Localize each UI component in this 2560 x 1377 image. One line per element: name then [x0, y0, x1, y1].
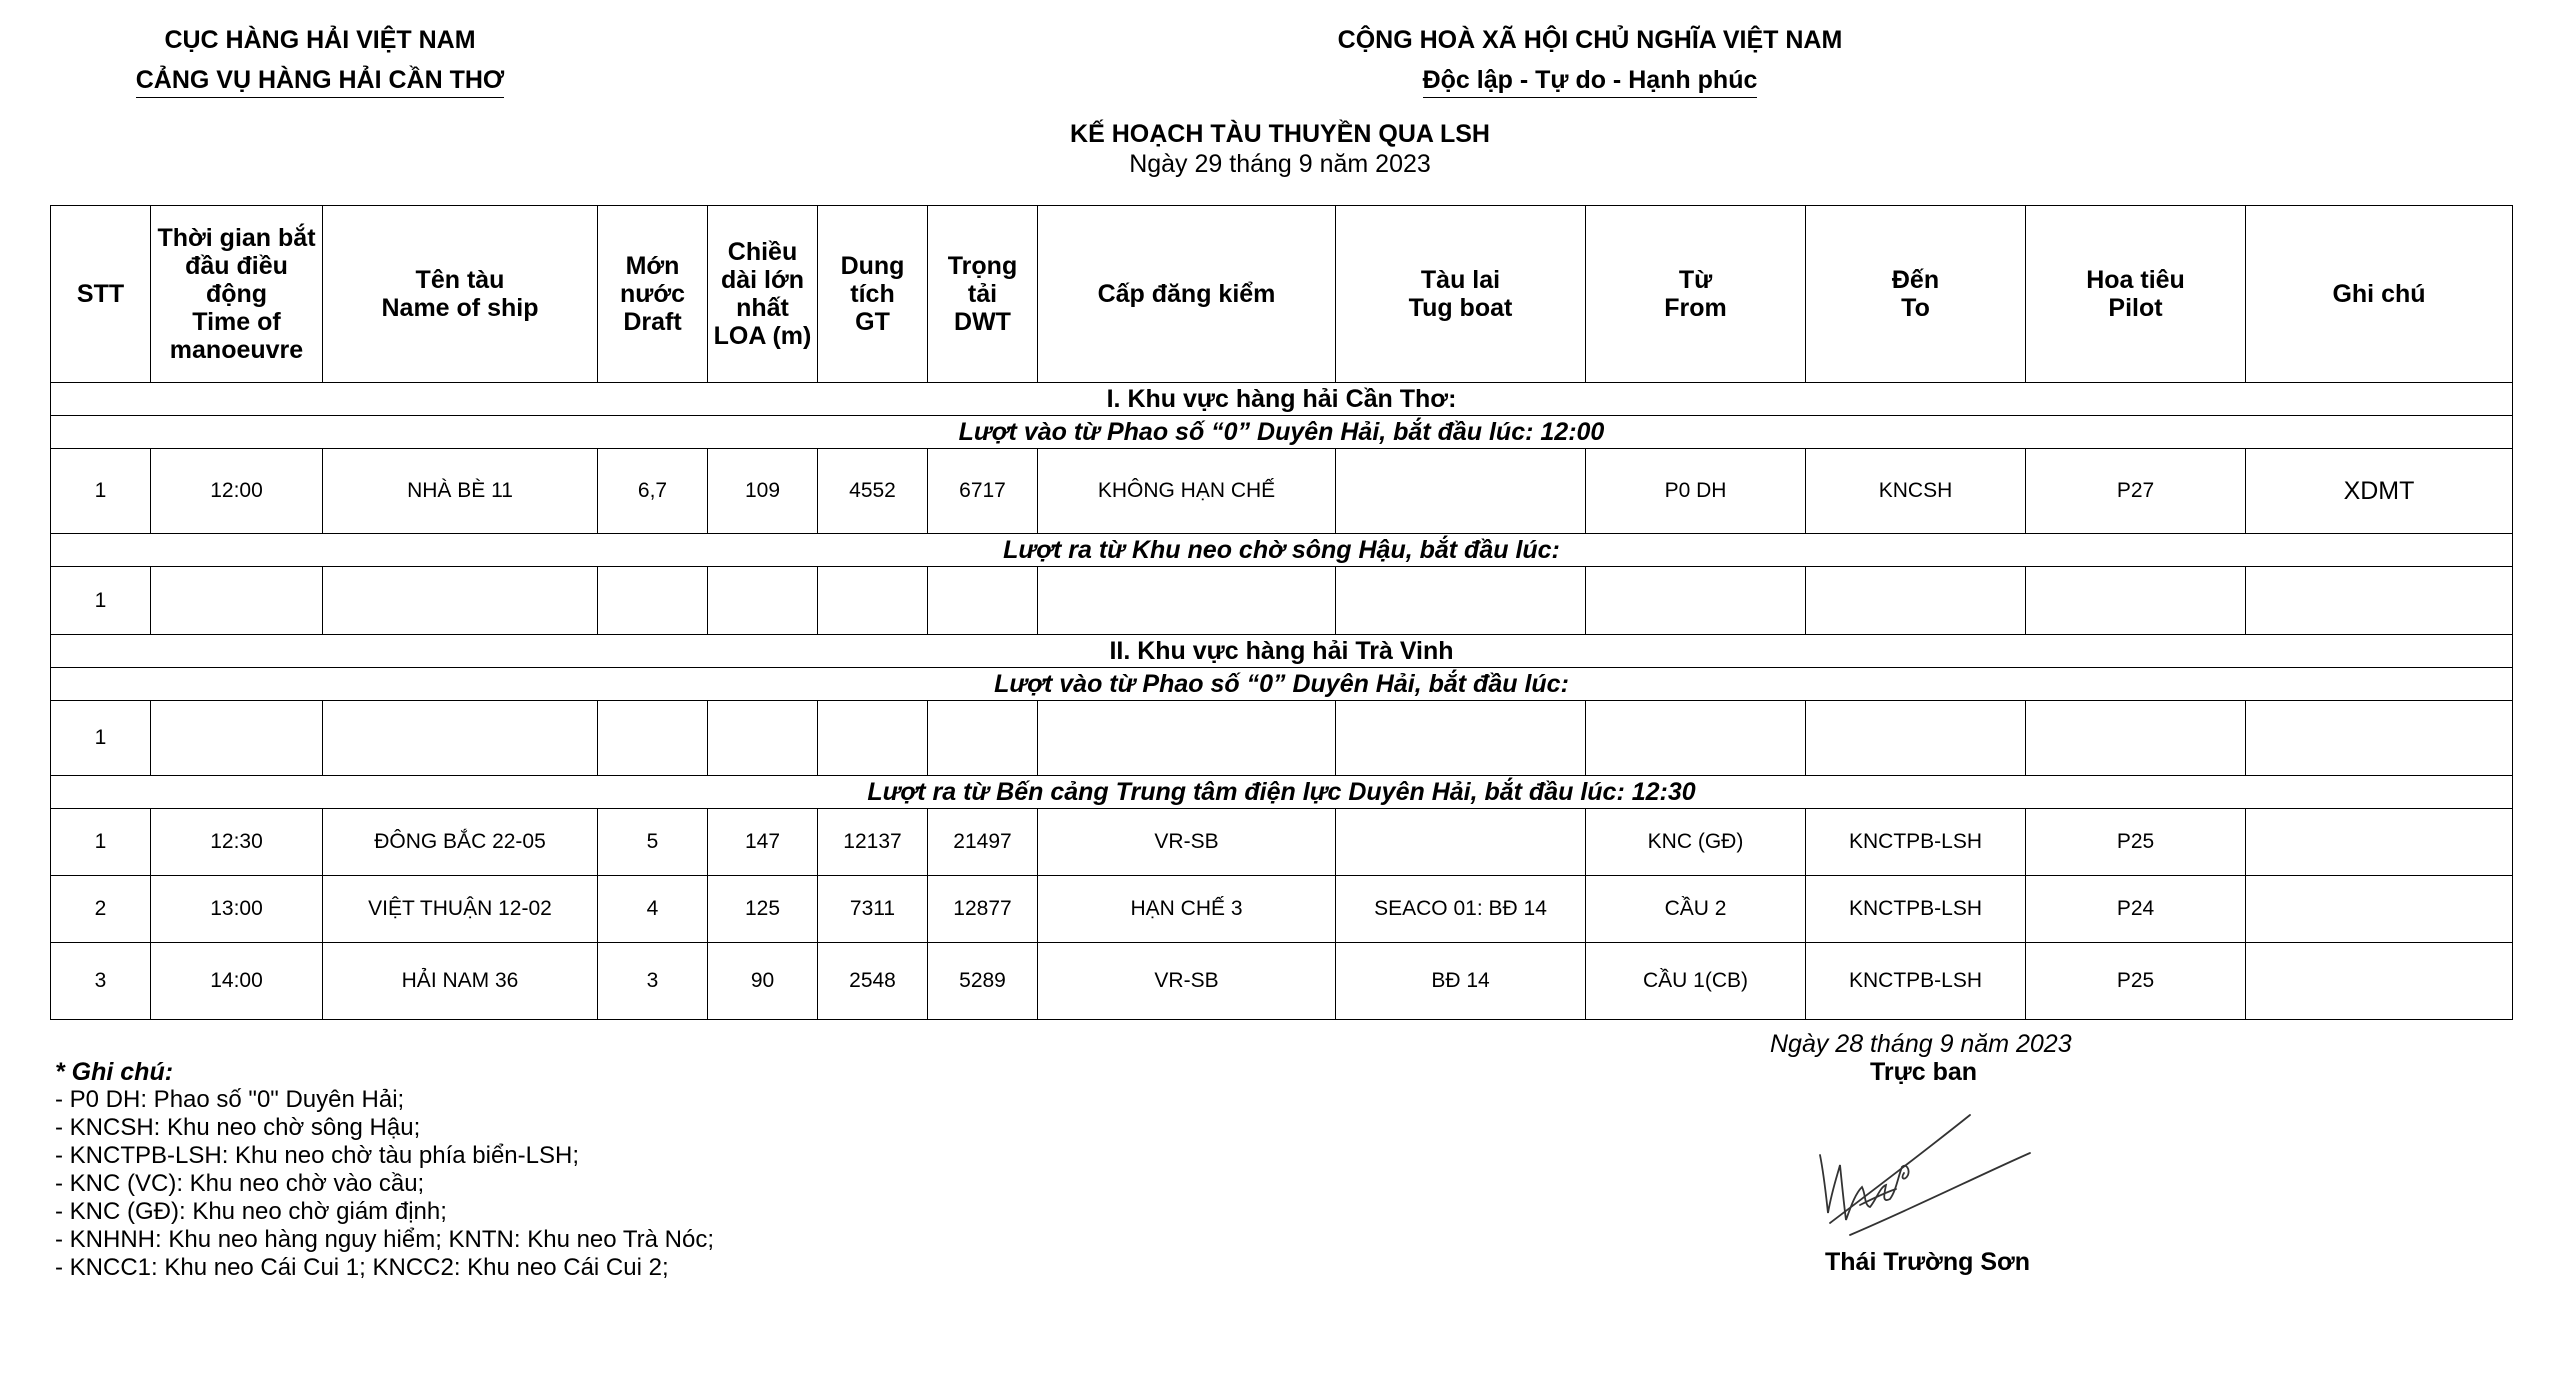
cell-ship: ĐÔNG BẮC 22-05	[323, 809, 598, 876]
document-title: KẾ HOẠCH TÀU THUYỀN QUA LSH	[1070, 120, 1490, 148]
cell-pilot	[2026, 701, 2246, 776]
col-gt: Dung tích GT	[818, 206, 928, 383]
cell-class: HẠN CHẾ 3	[1038, 876, 1336, 943]
table-row	[51, 701, 2513, 776]
cell-draft	[598, 701, 708, 776]
signature-image	[1810, 1095, 2040, 1245]
col-tug: Tàu lai Tug boat	[1336, 206, 1586, 383]
ship-plan-table	[50, 205, 2513, 1020]
cell-tug	[1336, 701, 1586, 776]
cell-draft: 5	[598, 809, 708, 876]
cell-note	[2246, 876, 2513, 943]
cell-draft: 6,7	[598, 449, 708, 534]
cell-note: XDMT	[2246, 449, 2513, 534]
group-row	[51, 416, 2513, 449]
note-item: - KNCC1: Khu neo Cái Cui 1; KNCC2: Khu neo Cái Cui 2;	[55, 1254, 669, 1281]
cell-dwt	[928, 701, 1038, 776]
header-agency	[100, 20, 540, 100]
cell-loa	[708, 701, 818, 776]
cell-time: 13:00	[151, 876, 323, 943]
cell-stt: 2	[51, 876, 151, 943]
cell-time: 12:00	[151, 449, 323, 534]
cell-ship: VIỆT THUẬN 12-02	[323, 876, 598, 943]
table-row	[51, 449, 2513, 534]
cell-dwt: 5289	[928, 943, 1038, 1020]
col-to: Đến To	[1806, 206, 2026, 383]
cell-gt: 12137	[818, 809, 928, 876]
cell-class: KHÔNG HẠN CHẾ	[1038, 449, 1336, 534]
col-time: Thời gian bắt đầu điều động Time of manoeuvre	[151, 206, 323, 383]
cell-note	[2246, 809, 2513, 876]
cell-to: KNCTPB-LSH	[1806, 876, 2026, 943]
cell-stt: 3	[51, 943, 151, 1020]
cell-class: VR-SB	[1038, 943, 1336, 1020]
table-row	[51, 943, 2513, 1020]
cell-to	[1806, 567, 2026, 635]
note-item: - KNCTPB-LSH: Khu neo chờ tàu phía biển-LSH;	[55, 1142, 579, 1169]
cell-loa: 147	[708, 809, 818, 876]
header-agency-line2: CẢNG VỤ HÀNG HẢI CẦN THƠ	[136, 63, 505, 98]
cell-stt: 1	[51, 449, 151, 534]
col-note: Ghi chú	[2246, 206, 2513, 383]
cell-pilot: P25	[2026, 809, 2246, 876]
col-draft: Mớn nước Draft	[598, 206, 708, 383]
col-class: Cấp đăng kiểm	[1038, 206, 1336, 383]
group-row	[51, 776, 2513, 809]
cell-to: KNCTPB-LSH	[1806, 943, 2026, 1020]
group-row	[51, 668, 2513, 701]
cell-from: CẦU 1(CB)	[1586, 943, 1806, 1020]
signoff-role: Trực ban	[1870, 1058, 1978, 1086]
group-subtitle: Lượt ra từ Bến cảng Trung tâm điện lực Duyên Hải, bắt đầu lúc: 12:30	[51, 776, 2513, 809]
cell-time: 14:00	[151, 943, 323, 1020]
cell-stt: 1	[51, 701, 151, 776]
cell-loa: 90	[708, 943, 818, 1020]
signoff-name: Thái Trường Sơn	[1825, 1248, 2031, 1276]
col-from: Từ From	[1586, 206, 1806, 383]
section-title: II. Khu vực hàng hải Trà Vinh	[51, 635, 2513, 668]
section-row	[51, 635, 2513, 668]
notes-block	[55, 1058, 714, 1282]
cell-to: KNCSH	[1806, 449, 2026, 534]
cell-to	[1806, 701, 2026, 776]
table-row	[51, 567, 2513, 635]
cell-tug	[1336, 809, 1586, 876]
group-subtitle: Lượt vào từ Phao số “0” Duyên Hải, bắt đầu lúc:	[51, 668, 2513, 701]
cell-from: P0 DH	[1586, 449, 1806, 534]
col-loa: Chiều dài lớn nhất LOA (m)	[708, 206, 818, 383]
cell-class: VR-SB	[1038, 809, 1336, 876]
cell-tug: BĐ 14	[1336, 943, 1586, 1020]
cell-gt: 4552	[818, 449, 928, 534]
header-national	[1280, 20, 1900, 100]
col-dwt: Trọng tải DWT	[928, 206, 1038, 383]
cell-tug	[1336, 449, 1586, 534]
cell-loa: 125	[708, 876, 818, 943]
cell-draft	[598, 567, 708, 635]
cell-stt: 1	[51, 567, 151, 635]
note-item: - KNHNH: Khu neo hàng nguy hiểm; KNTN: Khu neo Trà Nóc;	[55, 1226, 714, 1253]
header-national-motto: Độc lập - Tự do - Hạnh phúc	[1423, 63, 1758, 98]
cell-note	[2246, 567, 2513, 635]
col-ship-name: Tên tàu Name of ship	[323, 206, 598, 383]
cell-gt: 2548	[818, 943, 928, 1020]
cell-dwt: 21497	[928, 809, 1038, 876]
col-pilot: Hoa tiêu Pilot	[2026, 206, 2246, 383]
cell-dwt: 6717	[928, 449, 1038, 534]
section-row	[51, 383, 2513, 416]
cell-ship: HẢI NAM 36	[323, 943, 598, 1020]
cell-to: KNCTPB-LSH	[1806, 809, 2026, 876]
cell-from: KNC (GĐ)	[1586, 809, 1806, 876]
cell-time	[151, 701, 323, 776]
cell-class	[1038, 701, 1336, 776]
cell-loa: 109	[708, 449, 818, 534]
signoff-date: Ngày 28 tháng 9 năm 2023	[1770, 1030, 2072, 1058]
section-title: I. Khu vực hàng hải Cần Thơ:	[51, 383, 2513, 416]
cell-tug: SEACO 01: BĐ 14	[1336, 876, 1586, 943]
cell-from	[1586, 701, 1806, 776]
cell-time: 12:30	[151, 809, 323, 876]
cell-from: CẦU 2	[1586, 876, 1806, 943]
cell-gt	[818, 701, 928, 776]
table-row	[51, 876, 2513, 943]
cell-draft: 3	[598, 943, 708, 1020]
cell-gt	[818, 567, 928, 635]
cell-pilot: P27	[2026, 449, 2246, 534]
cell-class	[1038, 567, 1336, 635]
header-agency-line1: CỤC HÀNG HẢI VIỆT NAM	[164, 26, 476, 54]
cell-pilot	[2026, 567, 2246, 635]
cell-dwt: 12877	[928, 876, 1038, 943]
cell-draft: 4	[598, 876, 708, 943]
cell-dwt	[928, 567, 1038, 635]
table-row	[51, 809, 2513, 876]
cell-ship	[323, 701, 598, 776]
cell-note	[2246, 943, 2513, 1020]
document-date: Ngày 29 tháng 9 năm 2023	[1129, 150, 1431, 178]
cell-note	[2246, 701, 2513, 776]
cell-tug	[1336, 567, 1586, 635]
note-item: - KNCSH: Khu neo chờ sông Hậu;	[55, 1114, 421, 1141]
note-item: - P0 DH: Phao số "0" Duyên Hải;	[55, 1086, 405, 1113]
cell-ship	[323, 567, 598, 635]
cell-gt: 7311	[818, 876, 928, 943]
header-national-line1: CỘNG HOÀ XÃ HỘI CHỦ NGHĨA VIỆT NAM	[1337, 26, 1843, 54]
note-item: - KNC (VC): Khu neo chờ vào cầu;	[55, 1170, 425, 1197]
col-stt: STT	[51, 206, 151, 383]
group-row	[51, 534, 2513, 567]
cell-stt: 1	[51, 809, 151, 876]
group-subtitle: Lượt ra từ Khu neo chờ sông Hậu, bắt đầu lúc:	[51, 534, 2513, 567]
note-item: - KNC (GĐ): Khu neo chờ giám định;	[55, 1198, 447, 1225]
cell-pilot: P24	[2026, 876, 2246, 943]
group-subtitle: Lượt vào từ Phao số “0” Duyên Hải, bắt đầu lúc: 12:00	[51, 416, 2513, 449]
cell-loa	[708, 567, 818, 635]
cell-ship: NHÀ BÈ 11	[323, 449, 598, 534]
cell-pilot: P25	[2026, 943, 2246, 1020]
cell-time	[151, 567, 323, 635]
notes-title: * Ghi chú:	[55, 1058, 174, 1086]
cell-from	[1586, 567, 1806, 635]
table-header-row	[51, 206, 2513, 383]
